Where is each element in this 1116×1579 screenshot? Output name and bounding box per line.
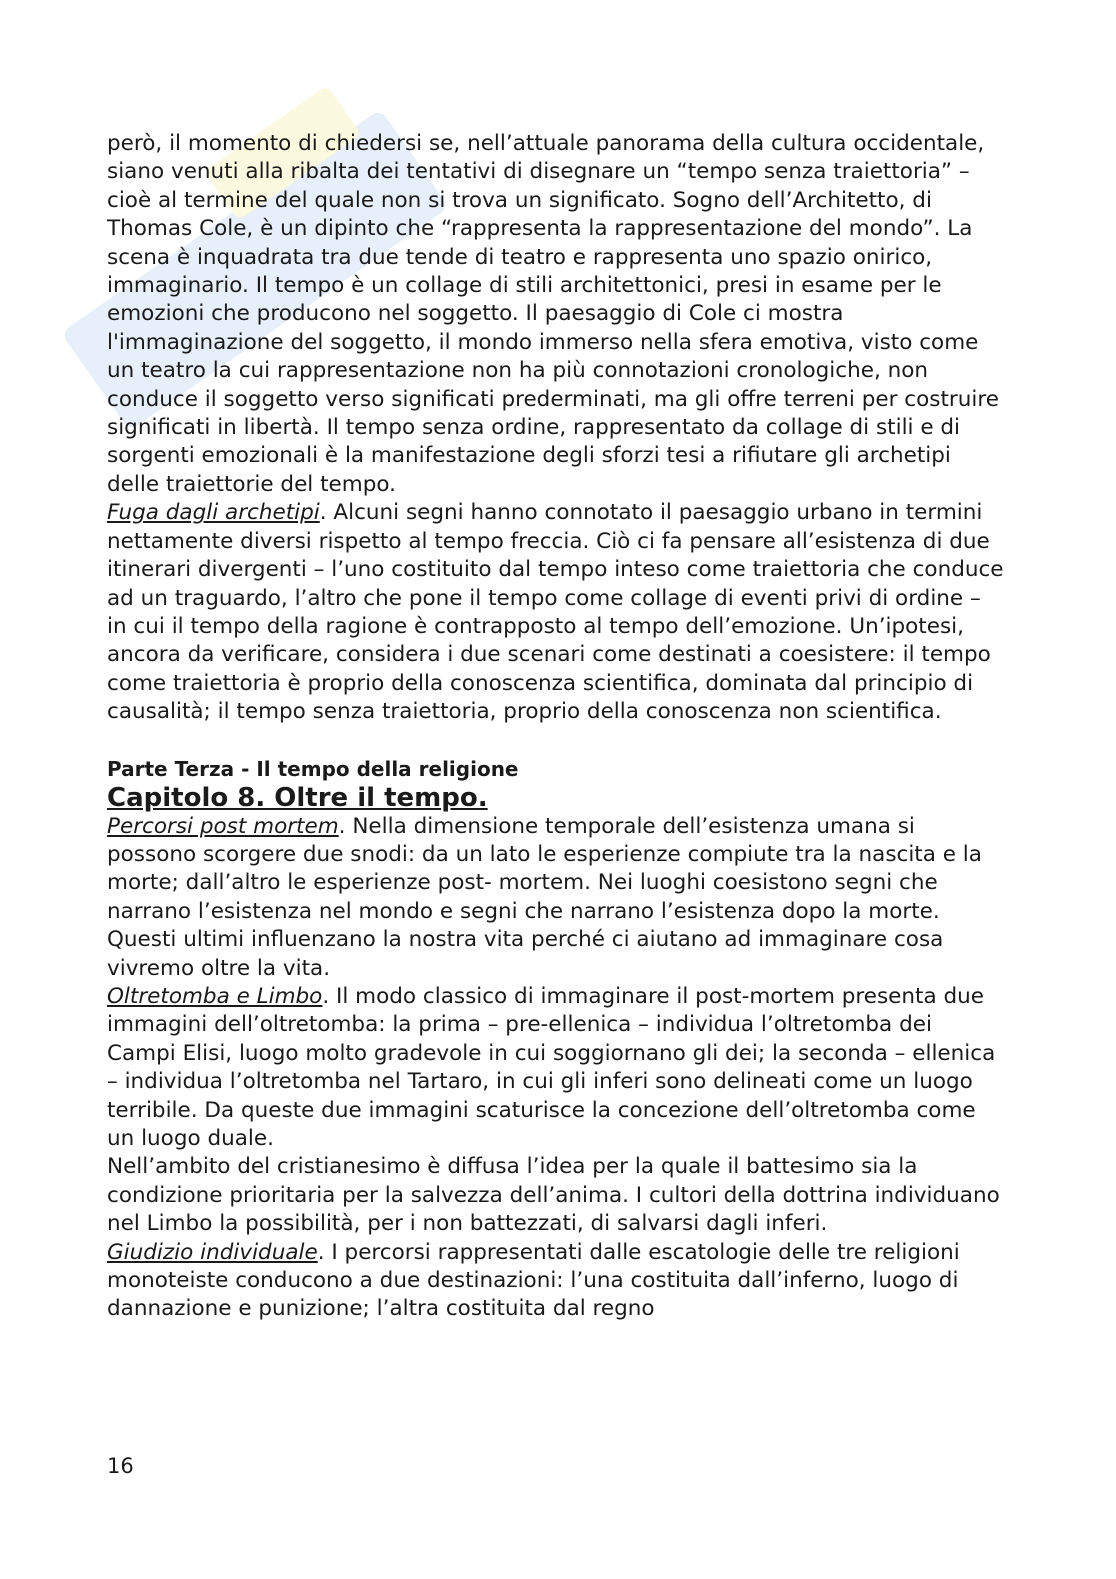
part-title: Parte Terza - Il tempo della religione [107, 756, 519, 781]
chapter-title: Capitolo 8. Oltre il tempo. [107, 782, 488, 813]
page-number: 16 [107, 1454, 134, 1478]
paragraph-cristianesimo [107, 1153, 1007, 1238]
page-content [107, 130, 1007, 1324]
paragraph-fuga-archetipi [107, 499, 1007, 726]
section-spacer [107, 727, 1007, 755]
paragraph-text: però, il momento di chiedersi se, nell’attuale panorama della cultura occidentale, siano venuti alla ribalta dei tentativi di disegnare un “tempo senza traiettoria” – cioè al termine del quale non si trova un significato. Sogno dell’Architetto, di Thomas Cole, è un dipinto che “rappresenta la rappresentazione del mondo”. La scena è inquadrata tra due tende di teatro e rappresenta uno spazio onirico, immaginario. Il tempo è un collage di stili architettonici, presi in esame per le emozioni che producono nel soggetto. Il paesaggio di Cole ci mostra l'immaginazione del soggetto, il mondo immerso nella sfera emotiva, visto come un teatro la cui rappresentazione non ha più connotazioni cronologiche, non conduce il soggetto verso significati prederminati, ma gli offre terreni per costruire significati in libertà. Il tempo senza ordine, rappresentato da collage di stili e di sorgenti emozionali è la manifestazione degli sforzi tesi a rifiutare gli archetipi delle traiettorie del tempo. [107, 131, 999, 497]
paragraph-lead: Oltretomba e Limbo [107, 983, 323, 1009]
paragraph-lead: Percorsi post mortem [107, 813, 339, 839]
paragraph-lead: Fuga dagli archetipi [107, 500, 320, 526]
paragraph-cole-dream [107, 130, 1007, 499]
paragraph-text: Nell’ambito del cristianesimo è diffusa l’idea per la quale il battesimo sia la condizione prioritaria per la salvezza dell’anima. I cultori della dottrina individuano nel Limbo la possibilità, per i non battezzati, di salvarsi dagli inferi. [107, 1154, 1000, 1237]
paragraph-text: . Alcuni segni hanno connotato il paesaggio urbano in termini nettamente diversi rispetto al tempo freccia. Ciò ci fa pensare all’esistenza di due itinerari divergenti – l’uno costituito dal tempo inteso come traiettoria che conduce ad un traguardo, l’altro che pone il tempo come collage di eventi privi di ordine – in cui il tempo della ragione è contrapposto al tempo dell’emozione. Un’ipotesi, ancora da verificare, considera i due scenari come destinati a coesistere: il tempo come traiettoria è proprio della conoscenza scientifica, dominata dal principio di causalità; il tempo senza traiettoria, proprio della conoscenza non scientifica. [107, 500, 1004, 725]
paragraph-text: . Il modo classico di immaginare il post-mortem presenta due immagini dell’oltretomba: la prima – pre-ellenica – individua l’oltretomba dei Campi Elisi, luogo molto gradevole in cui soggiornano gli dei; la seconda – ellenica – individua l’oltretomba nel Tartaro, in cui gli inferi sono delineati come un luogo terribile. Da queste due immagini scaturisce la concezione dell’oltretomba come un luogo duale. [107, 983, 996, 1151]
paragraph-percorsi-post-mortem [107, 813, 1007, 983]
paragraph-lead: Giudizio individuale [107, 1239, 318, 1265]
paragraph-text: . I percorsi rappresentati dalle escatologie delle tre religioni monoteiste conducono a due destinazioni: l’una costituita dall’inferno, luogo di dannazione e punizione; l’altra costituita dal regno [107, 1239, 960, 1322]
paragraph-giudizio-individuale [107, 1239, 1007, 1324]
paragraph-oltretomba-limbo [107, 983, 1007, 1153]
paragraph-text: . Nella dimensione temporale dell’esistenza umana si possono scorgere due snodi: da un lato le esperienze compiute tra la nascita e la morte; dall’altro le esperienze post- mortem. Nei luoghi coesistono segni che narrano l’esistenza nel mondo e segni che narrano l’esistenza dopo la morte. Questi ultimi influenzano la nostra vita perché ci aiutano ad immaginare cosa vivremo oltre la vita. [107, 813, 982, 981]
